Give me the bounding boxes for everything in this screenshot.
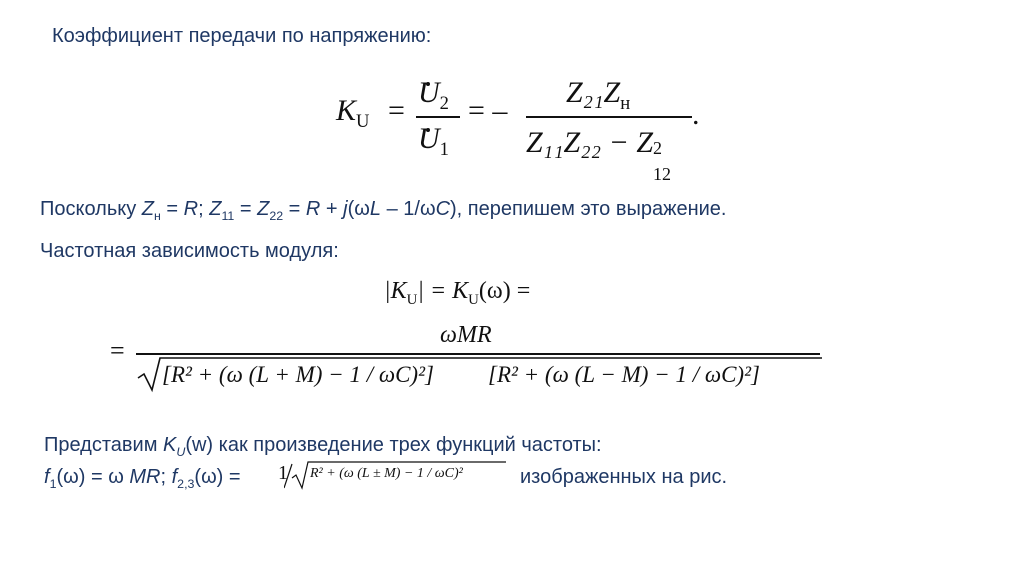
line2-mid7: – 1/ω xyxy=(381,198,436,220)
formula1-frac-line xyxy=(416,116,460,118)
formula1-eq-minus: = – xyxy=(468,94,508,127)
line2-mid4: = xyxy=(283,198,306,220)
formula2-top-end: (ω) = xyxy=(478,278,531,304)
line4-prefix: Представим xyxy=(44,434,164,456)
functions-definition xyxy=(44,466,241,489)
formula1-num2-text: Z₂₁Z xyxy=(566,76,621,109)
formula1-den xyxy=(418,122,449,160)
line5-p2: ; xyxy=(160,466,172,488)
line5-f1-sub: 1 xyxy=(49,477,57,491)
formula2-top-sub2: U xyxy=(468,291,479,308)
line5-radicand: R² + (ω (L ± M) − 1 / ωC)² xyxy=(310,466,463,481)
line2-r: R xyxy=(183,198,199,220)
formula1-den2 xyxy=(526,126,675,184)
line2-z11: Z xyxy=(209,198,222,220)
formula1-eq: = xyxy=(388,94,405,127)
formula1-k: K xyxy=(336,94,357,127)
line2-z22: Z xyxy=(257,198,270,220)
line2-mid3: = xyxy=(234,198,258,220)
formula2-frac-line xyxy=(136,353,820,355)
formula2-top-sub: U xyxy=(406,291,418,308)
substitution-text xyxy=(40,198,727,221)
formula1-den2-sub: 12 xyxy=(653,164,672,184)
formula2-numerator: ωMR xyxy=(440,322,492,348)
formula1-num-u: U xyxy=(418,76,440,109)
line5-frac-num: 1 xyxy=(278,462,288,484)
line4-k: K xyxy=(163,434,177,456)
formula1-num2-sub: н xyxy=(620,93,631,114)
line4-k-sub: U xyxy=(176,445,186,459)
line2-z-sub: н xyxy=(154,209,161,223)
line2-r2: R xyxy=(305,198,321,220)
formula1-k-sub: U xyxy=(356,111,370,132)
formula1-den2-text: Z₁₁Z₂₂ − Z xyxy=(526,126,654,159)
formula1-num2 xyxy=(566,76,631,114)
line5-p3: (ω) = xyxy=(194,466,241,488)
formula2-eq: = xyxy=(110,336,125,365)
line4-suffix: (w) как произведение трех функций частоты: xyxy=(185,434,602,456)
line5-p1: (ω) = ω xyxy=(56,466,130,488)
formula1-frac-line2 xyxy=(526,116,692,118)
formula1-den-sub: 1 xyxy=(439,139,449,160)
heading: Коэффициент передачи по напряжению: xyxy=(52,25,432,47)
line2-mid1: = xyxy=(160,198,184,220)
line2-mid6: (ω xyxy=(347,198,370,220)
line5-mr: MR xyxy=(129,466,161,488)
formula1-lhs xyxy=(336,94,370,132)
formula2-den-left: [R² + (ω (L + M) − 1 / ωC)²] xyxy=(162,362,434,387)
formula2-top-k: |K xyxy=(384,278,407,304)
formula1-num-sub: 2 xyxy=(439,93,449,114)
formula1-den-u: U xyxy=(418,122,440,155)
line2-z11-sub: 11 xyxy=(221,209,235,223)
formula2-top-rest: | = K xyxy=(417,278,469,304)
line5-suffix: изображенных на рис. xyxy=(520,466,728,488)
formula1-den2-sup: 2 xyxy=(653,138,663,158)
product-representation-text xyxy=(44,434,602,457)
line2-mid2: ; xyxy=(198,198,210,220)
formula1-num xyxy=(418,76,449,114)
line2-l: L xyxy=(369,198,382,220)
line2-z: Z xyxy=(141,198,154,220)
line5-f23: f xyxy=(171,466,178,488)
line2-z22-sub: 22 xyxy=(269,209,284,223)
line5-f23-sub: 2,3 xyxy=(177,477,195,491)
formula2-top xyxy=(384,278,531,308)
formula1-period: . xyxy=(692,98,700,131)
line2-c: C xyxy=(435,198,451,220)
line2-j: j xyxy=(343,198,348,220)
formula2-den-right: [R² + (ω (L − M) − 1 / ωC)²] xyxy=(488,362,760,387)
line2-suffix: ), перепишем это выражение. xyxy=(450,198,727,220)
frequency-dependence-text: Частотная зависимость модуля: xyxy=(40,240,339,262)
line2-prefix: Поскольку xyxy=(40,198,142,220)
line2-mid5: + xyxy=(320,198,344,220)
line5-f1: f xyxy=(44,466,50,488)
